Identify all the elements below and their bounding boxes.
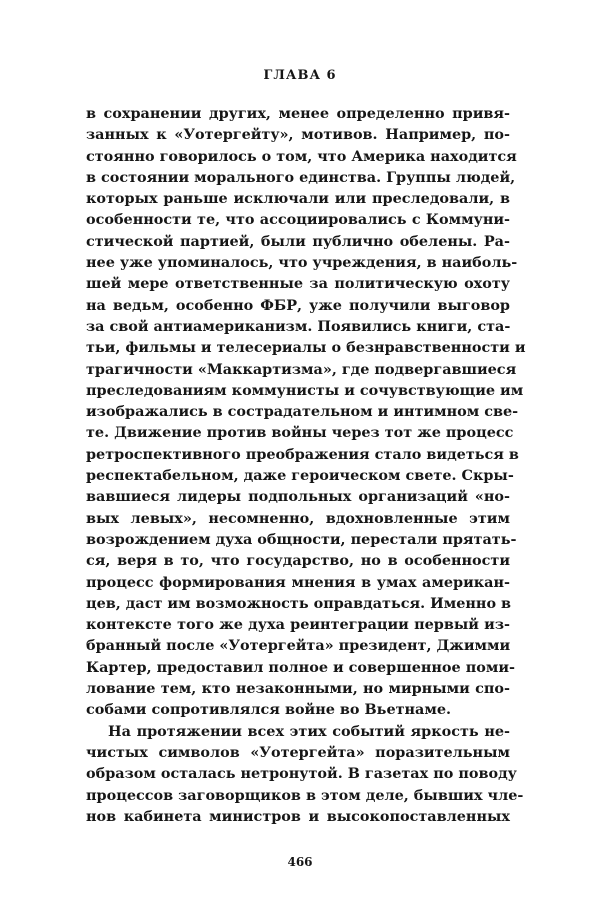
text-line: контексте того же духа реинтеграции первый из-: [86, 616, 510, 634]
text-line: те. Движение против войны через тот же процесс: [86, 424, 514, 442]
text-line: на ведьм, особенно ФБР, уже получили выговор: [86, 296, 510, 314]
text-line: стоянно говорилось о том, что Америка находится: [86, 147, 517, 165]
text-line: чистых символов «Уотергейта» поразительным: [86, 743, 510, 761]
text-line: вавшиеся лидеры подпольных организаций «но-: [86, 488, 510, 506]
text-line: возрождением духа общности, перестали прятать-: [86, 530, 517, 548]
text-line: особенности те, что ассоциировались с Коммуни-: [86, 211, 510, 229]
text-line: преследованиям коммунисты и сочувствующие им: [86, 381, 524, 399]
body-text: [86, 103, 526, 827]
text-line: образом осталась нетронутой. В газетах по поводу: [86, 765, 517, 783]
text-line: процессов заговорщиков в этом деле, бывших чле-: [86, 786, 524, 804]
text-line: ся, веря в то, что государство, но в особенности: [86, 552, 510, 570]
text-line: тьи, фильмы и телесериалы о безнравственности и: [86, 339, 526, 357]
text-line: нов кабинета министров и высокопоставленных: [86, 807, 510, 825]
text-line: лование тем, кто незаконными, но мирными спо-: [86, 680, 510, 698]
text-line: нее уже упоминалось, что учреждения, в наиболь-: [86, 254, 518, 272]
text-line: в сохранении других, менее определенно привя-: [86, 105, 510, 122]
text-line: ретроспективного преображения стало видеться в: [86, 445, 519, 463]
text-line: процесс формирования мнения в умах американ-: [86, 573, 510, 591]
page-number: 466: [287, 855, 313, 869]
text-line: изображались в сострадательном и интимном све-: [86, 403, 519, 421]
paragraph-end-line: собами сопротивлялся войне во Вьетнаме.: [86, 701, 452, 719]
text-line: Картер, предоставил полное и совершенное поми-: [86, 658, 515, 676]
text-line: занных к «Уотергейту», мотивов. Например, по-: [86, 126, 510, 144]
text-line: за свой антиамериканизм. Появились книги, ста-: [86, 317, 511, 335]
paragraph-start-line: На протяжении всех этих событий яркость не-: [108, 722, 510, 740]
text-line: стической партией, были публично обелены. Ра-: [86, 232, 510, 250]
text-line: респектабельном, даже героическом свете. Скры-: [86, 467, 514, 485]
text-line: которых раньше исключали или преследовали, в: [86, 190, 510, 208]
text-line: бранный после «Уотергейта» президент, Джимми: [86, 637, 511, 655]
text-line: цев, даст им возможность оправдаться. Именно в: [86, 594, 512, 612]
text-line: трагичности «Маккартизма», где подвергавшиеся: [86, 360, 517, 378]
chapter-header: ГЛАВА 6: [263, 68, 337, 83]
text-line: шей мере ответственные за политическую охоту: [86, 275, 510, 293]
text-line: вых левых», несомненно, вдохновленные этим: [86, 509, 510, 527]
text-line: в состоянии морального единства. Группы людей,: [86, 168, 516, 186]
